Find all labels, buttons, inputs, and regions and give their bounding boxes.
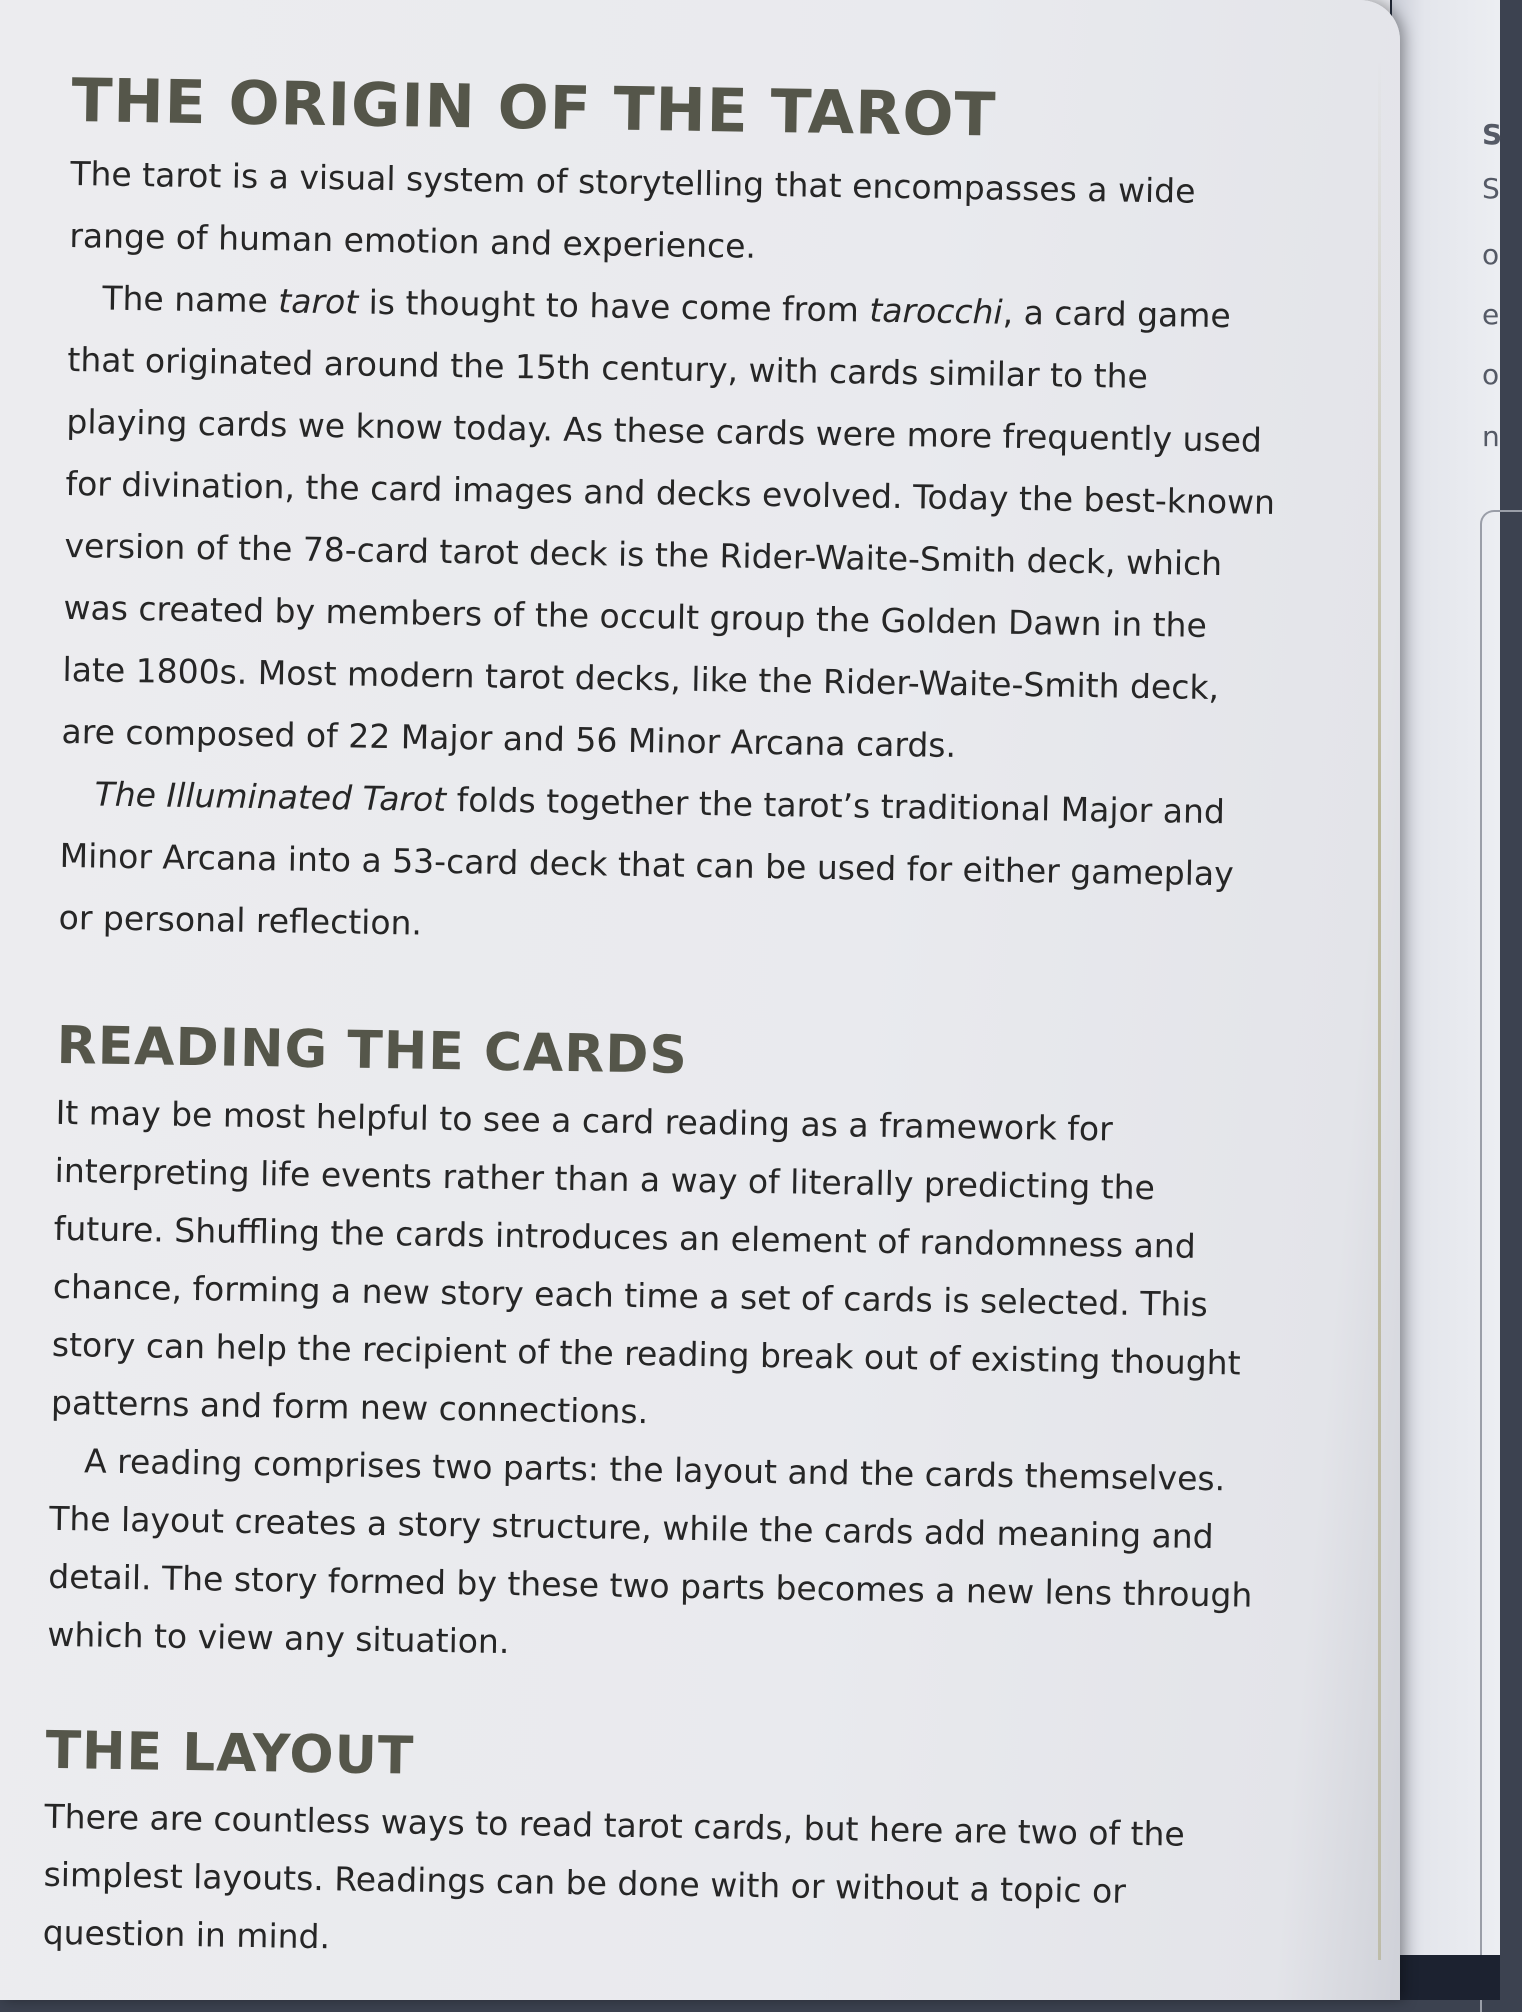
reading-heading: READING THE CARDS [56, 1015, 689, 1086]
next-page-char: S [1482, 118, 1503, 151]
reading-paragraph-1: It may be most helpful to see a card reading as a framework for interpreting life events rather than a way of literally predicting the future. Shuffling the cards introduces an element of randomness and chance, forming a new story each time a set of cards is selected. This story can help the recipient of the reading break out of existing thought patterns and form new connections. [50, 1092, 1241, 1431]
origin-heading: THE ORIGIN OF THE TAROT [70, 66, 997, 151]
next-page-edge [1392, 0, 1503, 2000]
origin-paragraph-3: The Illuminated Tarot folds together the tarot’s traditional Major and Minor Arcana into a 53-card deck that can be used for either gameplay or personal reflection. [58, 774, 1235, 943]
next-page-char: o [1482, 238, 1500, 271]
next-page-char: S [1482, 172, 1500, 205]
next-page-char: n [1482, 420, 1500, 453]
next-page-box [1480, 510, 1522, 2012]
origin-paragraph-2: The name tarot is thought to have come from tarocchi, a card game that originated around the 15th century, with cards similar to the playing cards we know today. As these cards were more frequently used for divination, the card images and decks evolved. Today the best-known version of the 78-card tarot deck is the Rider-Waite-Smith deck, which was created by members of the occult group the Golden Dawn in the late 1800s. Most modern tarot decks, like the Rider-Waite-Smith deck, are composed of 22 Major and 56 Minor Arcana cards. [61, 278, 1276, 765]
gutter-line [1378, 60, 1381, 1960]
origin-paragraph-1: The tarot is a visual system of storytelling that encompasses a wide range of human emotion and experience. [69, 153, 1196, 266]
next-page-char: e [1482, 298, 1500, 331]
layout-paragraph-1: There are countless ways to read tarot cards, but here are two of the simplest layouts. Readings can be done with or without a topic or question in mind. [42, 1796, 1186, 1957]
reading-paragraph-2: A reading comprises two parts: the layout and the cards themselves. The layout creates a story structure, while the cards add meaning and detail. The story formed by these two parts becomes a new lens through which to view any situation. [47, 1440, 1253, 1661]
next-page-char: o [1482, 358, 1500, 391]
page-content [42, 66, 1282, 1981]
layout-heading: THE LAYOUT [45, 1720, 415, 1787]
